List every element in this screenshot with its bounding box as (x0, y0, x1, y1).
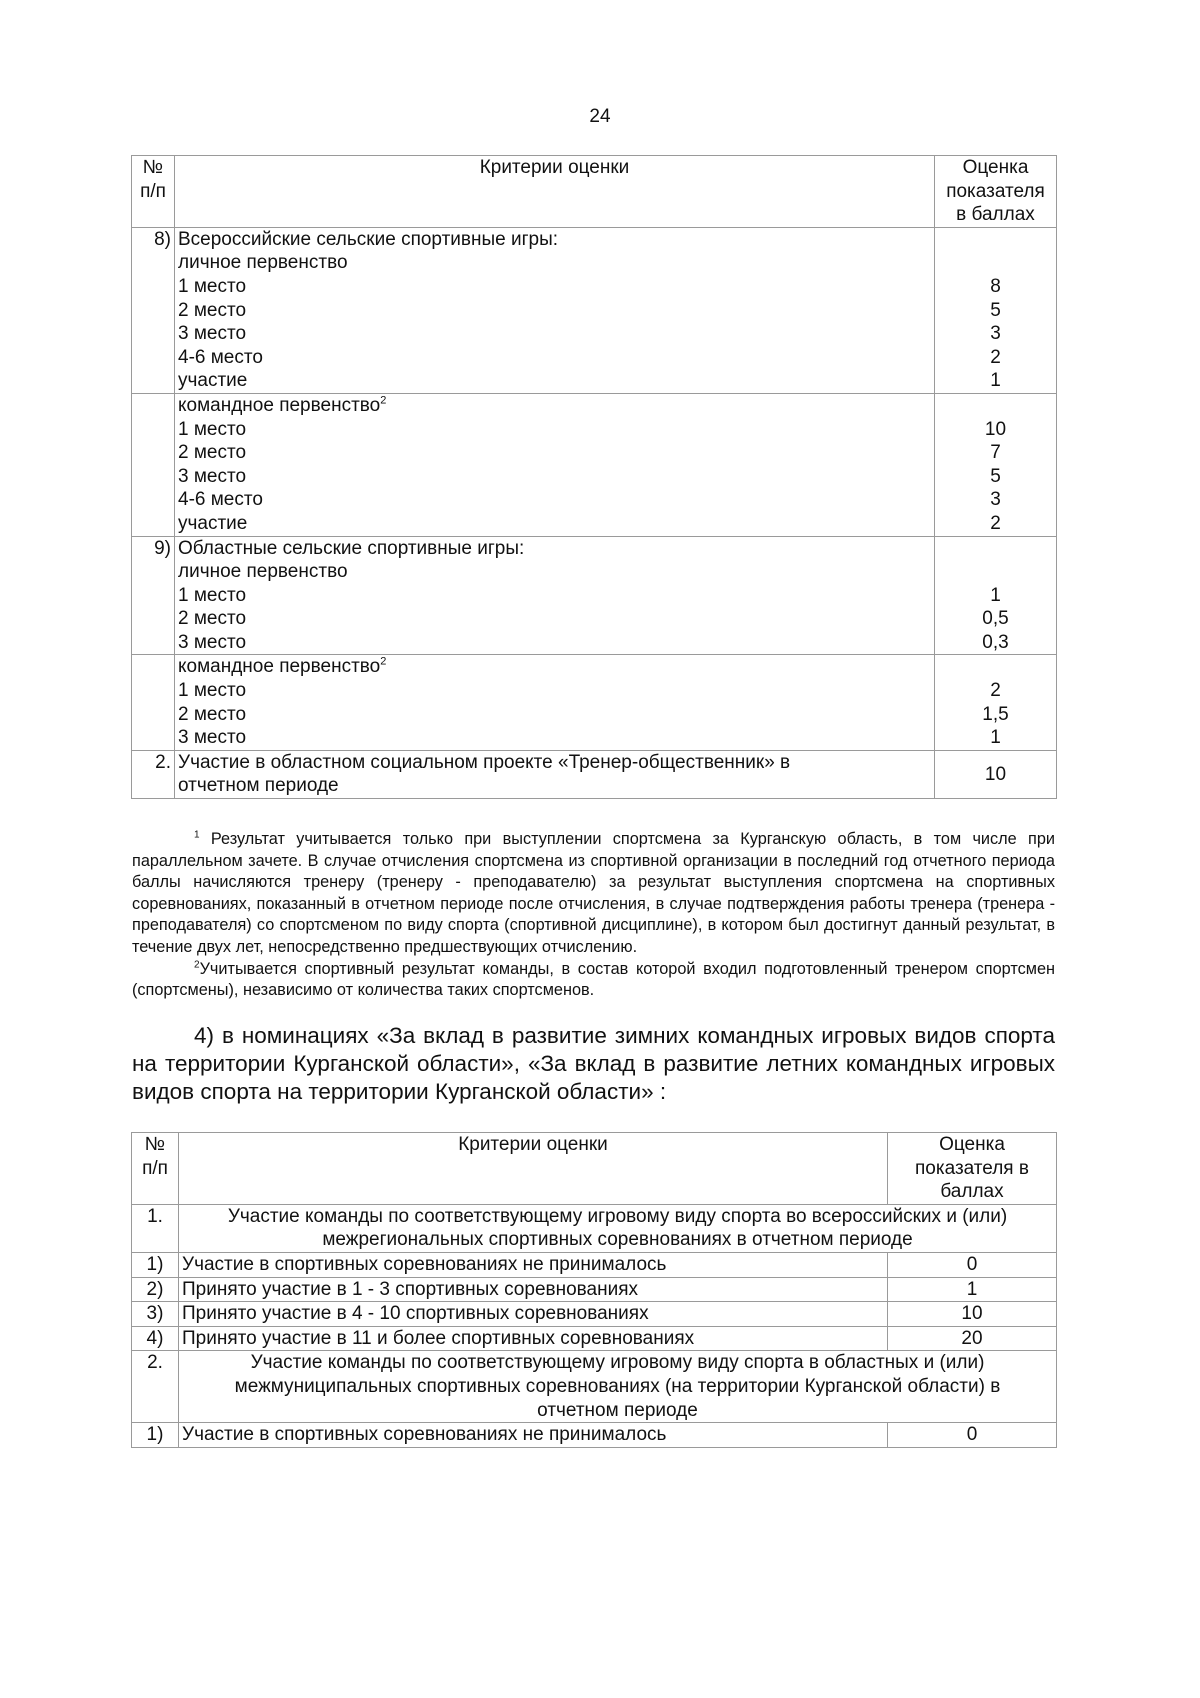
table-header-row (132, 156, 1057, 228)
header-num (132, 156, 175, 228)
row-number: 8) (132, 227, 175, 393)
header-criteria (179, 1133, 888, 1205)
row-criteria: Участие в спортивных соревнованиях не принималось (179, 1252, 888, 1277)
row-number (132, 655, 175, 750)
footnote-mark: 2 (380, 656, 387, 669)
section-row (132, 1351, 1057, 1423)
criteria-table-2 (131, 1132, 1057, 1448)
score-value: 10 (984, 418, 1007, 440)
row-score (935, 655, 1057, 750)
row-number: 2. (132, 1351, 179, 1423)
criteria-line: Всероссийские сельские спортивные игры: (178, 228, 559, 250)
footnote-2: $^2$Учитывается спортивный результат команды, в состав которой входил подготовленный тренером спортсмен (спортсмены), независимо от количества таких спортсменов. (132, 959, 1055, 1000)
row-number: 1) (132, 1423, 179, 1448)
score-value (938, 560, 1053, 584)
section-row (132, 1204, 1057, 1252)
criteria-line: отчетном периоде (178, 775, 339, 797)
criteria-line: личное первенство (178, 561, 348, 583)
score-value: 5 (990, 465, 1001, 487)
score-value (938, 251, 1053, 275)
score-value: 7 (990, 442, 1001, 464)
criteria-line: 1 место (178, 275, 247, 297)
row-criteria (175, 655, 935, 750)
row-score: 20 (888, 1326, 1057, 1351)
criteria-line: 2 место (178, 703, 247, 725)
criteria-line: 4-6 место (178, 346, 263, 368)
criteria-line: личное первенство (178, 252, 348, 274)
criteria-line: 1 место (178, 584, 247, 606)
row-criteria (175, 536, 935, 655)
criteria-line: 3 место (178, 323, 247, 345)
score-value: 10 (984, 763, 1007, 785)
header-num-line: № (142, 157, 164, 178)
score-value: 0,3 (982, 631, 1009, 653)
page-number: 24 (589, 106, 611, 127)
score-value: 3 (990, 323, 1001, 345)
header-criteria (175, 156, 935, 228)
header-score (935, 156, 1057, 228)
criteria-line: 3 место (178, 465, 247, 487)
row-criteria (175, 227, 935, 393)
footnote-mark: 2 (194, 959, 200, 971)
criteria-line: Областные сельские спортивные игры: (178, 537, 525, 559)
header-num (132, 1133, 179, 1205)
criteria-line: 2 место (178, 608, 247, 630)
header-score-line: показателя (946, 180, 1045, 202)
criteria-line: участие (178, 370, 248, 392)
footnotes (132, 829, 1055, 1002)
score-value: 0,5 (982, 608, 1009, 630)
table-row (132, 655, 1057, 750)
row-number: 2. (132, 750, 175, 798)
score-value (938, 394, 1053, 418)
criteria-line: отчетном периоде (537, 1399, 698, 1421)
row-score: 10 (888, 1302, 1057, 1327)
criteria-table-1 (131, 155, 1057, 799)
row-score (935, 536, 1057, 655)
score-value: 2 (990, 346, 1001, 368)
criteria-line: участие (178, 512, 248, 534)
row-score (935, 227, 1057, 393)
header-score-line: показателя в (915, 1157, 1029, 1179)
criteria-line: 3 место (178, 631, 247, 653)
score-value: 1 (990, 370, 1001, 392)
row-number: 9) (132, 536, 175, 655)
criteria-line: Участие команды по соответствующему игровому виду спорта во всероссийских и (или) (227, 1205, 1008, 1227)
score-value (938, 655, 1053, 679)
table-row (132, 1252, 1057, 1277)
section-criteria (179, 1204, 1057, 1252)
row-criteria: Принято участие в 11 и более спортивных соревнованиях (179, 1326, 888, 1351)
header-criteria-label: Критерии оценки (458, 1134, 608, 1155)
score-value: 3 (990, 489, 1001, 511)
table-row (132, 750, 1057, 798)
footnote-1: $^1$ Результат учитывается только при выступлении спортсмена за Курганскую область, в том числе при параллельном зачете. В случае отчисления спортсмена из спортивной организации в последний год отчетного периода баллы начисляются тренеру (тренеру - преподавателю) за результат выступления спортсмена на спортивных соревнованиях, показанный в отчетном периоде после отчисления, в случае подтверждения работы тренера (тренера - преподавателя) со спортсменом по виду спорта (спортивной дисциплине), в котором был достигнут данный результат, в течение двух лет, непосредственно предшествующих отчислению. (132, 829, 1055, 956)
footnote-mark: 1 (194, 829, 200, 841)
header-num-line: № (144, 1134, 166, 1155)
section-criteria (179, 1351, 1057, 1423)
score-value (938, 537, 1053, 561)
criteria-line: Участие команды по соответствующему игровому виду спорта в областных и (или) (250, 1352, 985, 1374)
score-value: 8 (990, 275, 1001, 297)
criteria-line: 1 место (178, 418, 247, 440)
table-row (132, 1326, 1057, 1351)
score-value: 5 (990, 299, 1001, 321)
header-score (888, 1133, 1057, 1205)
row-number: 1) (132, 1252, 179, 1277)
header-score-line: Оценка (939, 1134, 1005, 1155)
nomination-text: 4) в номинациях «За вклад в развитие зимних командных игровых видов спорта на территории Курганской области», «За вклад в развитие летних командных игровых видов спорта на территории Курганской области» : (132, 1023, 1055, 1104)
score-value: 1,5 (982, 703, 1009, 725)
nomination-paragraph (132, 1022, 1055, 1106)
table-row (132, 1302, 1057, 1327)
row-criteria (175, 393, 935, 536)
criteria-line: 4-6 место (178, 489, 263, 511)
row-criteria: Участие в спортивных соревнованиях не принималось (179, 1423, 888, 1448)
row-number: 3) (132, 1302, 179, 1327)
score-value (938, 228, 1053, 252)
table-row (132, 393, 1057, 536)
table-row (132, 1423, 1057, 1448)
table-row (132, 227, 1057, 393)
header-num-line: п/п (142, 1157, 168, 1179)
score-value: 2 (990, 512, 1001, 534)
table-row (132, 536, 1057, 655)
row-number: 4) (132, 1326, 179, 1351)
header-score-line: баллах (940, 1181, 1004, 1203)
row-number: 1. (132, 1204, 179, 1252)
row-score: 0 (888, 1252, 1057, 1277)
row-score (935, 393, 1057, 536)
header-num-line: п/п (140, 180, 166, 202)
row-number (132, 393, 175, 536)
footnote-mark: 2 (380, 394, 387, 407)
criteria-line: 1 место (178, 680, 247, 702)
criteria-line: Участие в областном социальном проекте «Тренер-общественник» в (178, 751, 791, 773)
criteria-title: командное первенство$^2$ (178, 394, 387, 416)
criteria-title: командное первенство$^2$ (178, 656, 387, 678)
row-criteria: Принято участие в 4 - 10 спортивных соревнованиях (179, 1302, 888, 1327)
criteria-line: 2 место (178, 442, 247, 464)
criteria-line: межмуниципальных спортивных соревнованиях (на территории Курганской области) в (234, 1375, 1001, 1397)
criteria-line: межрегиональных спортивных соревнованиях в отчетном периоде (322, 1229, 913, 1251)
score-value: 1 (990, 727, 1001, 749)
row-number: 2) (132, 1277, 179, 1302)
table-row (132, 1277, 1057, 1302)
header-score-line: в баллах (956, 204, 1035, 226)
header-score-line: Оценка (962, 157, 1029, 178)
table-header-row (132, 1133, 1057, 1205)
row-score: 0 (888, 1423, 1057, 1448)
header-criteria-label: Критерии оценки (479, 157, 630, 178)
row-criteria: Принято участие в 1 - 3 спортивных соревнованиях (179, 1277, 888, 1302)
score-value: 2 (990, 680, 1001, 702)
score-value: 1 (990, 584, 1001, 606)
row-score: 1 (888, 1277, 1057, 1302)
criteria-line: 2 место (178, 299, 247, 321)
criteria-line: 3 место (178, 727, 247, 749)
row-score (935, 750, 1057, 798)
row-criteria (175, 750, 935, 798)
